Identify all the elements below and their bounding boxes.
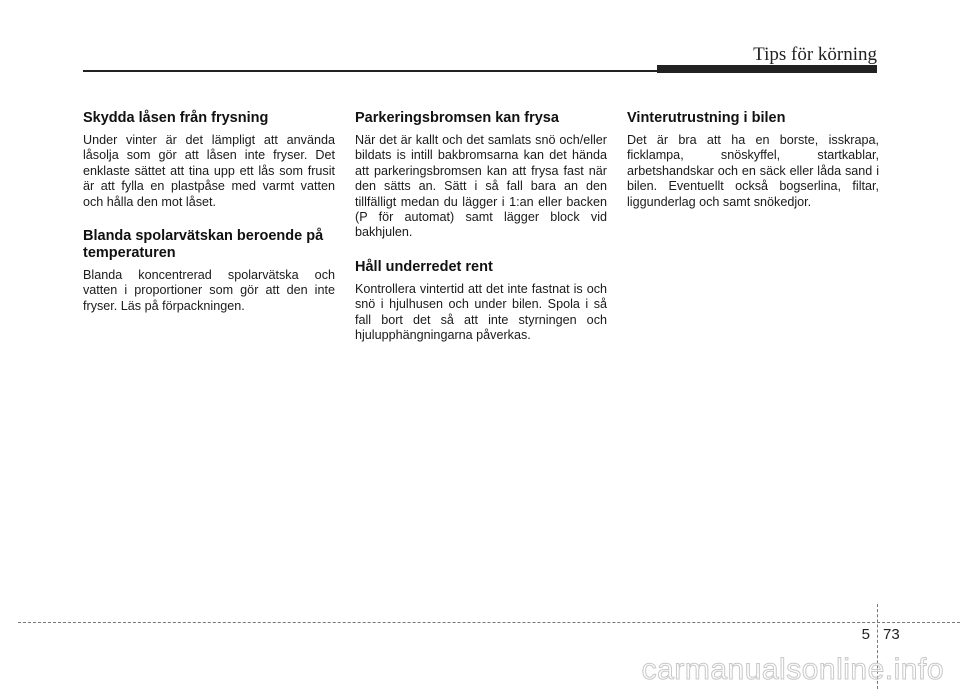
section-heading: Blanda spolarvätskan beroende på temperaturen xyxy=(83,228,324,262)
column-1 xyxy=(83,110,335,332)
section-body: När det är kallt och det samlats snö och/eller bildats is intill bakbromsarna kan det hända att parkeringsbromsen kan att frysa fast när den sätts an. Sätt i så fall bara an den tillfälligt medan du lägger i 1:an eller backen (P för automat) samt lägger block vid bakhjulen. xyxy=(355,133,607,240)
section-body: Det är bra att ha en borste, isskrapa, ficklampa, snöskyffel, startkablar, arbetshandskar och en säck eller låda sand i bilen. Eventuellt också bogserlina, filtar, liggunderlag och samt snökedjor. xyxy=(627,133,879,209)
section-heading: Vinterutrustning i bilen xyxy=(627,110,786,126)
column-2 xyxy=(355,110,607,361)
watermark: carmanualsonline.info xyxy=(641,653,944,686)
header-rule xyxy=(83,70,657,72)
section-heading: Håll underredet rent xyxy=(355,258,493,275)
section-body: Blanda koncentrerad spolarvätska och vatten i proportioner som gör att den inte fryser. Läs på förpackningen. xyxy=(83,268,335,313)
section-body: Under vinter är det lämpligt att använda låsolja som gör att låsen inte fryser. Det enklaste sättet att tina upp ett lås som frusit är att fylla en plastpåse med varmt vatten och hålla den mot låset. xyxy=(83,133,335,209)
page-number: 73 xyxy=(883,626,900,643)
section-number: 5 xyxy=(861,626,870,643)
footer-rule xyxy=(18,622,960,623)
column-3 xyxy=(627,110,879,228)
page-header-title: Tips för körning xyxy=(753,44,877,65)
section-body: Kontrollera vintertid att det inte fastnat is och snö i hjulhusen och under bilen. Spola i så fall bort det så att inte styrningen och hjulupphängningarna påverkas. xyxy=(355,281,607,343)
header-rule-bar xyxy=(657,65,877,73)
section-heading: Parkeringsbromsen kan frysa xyxy=(355,110,559,126)
section-heading: Skydda låsen från frysning xyxy=(83,110,269,126)
